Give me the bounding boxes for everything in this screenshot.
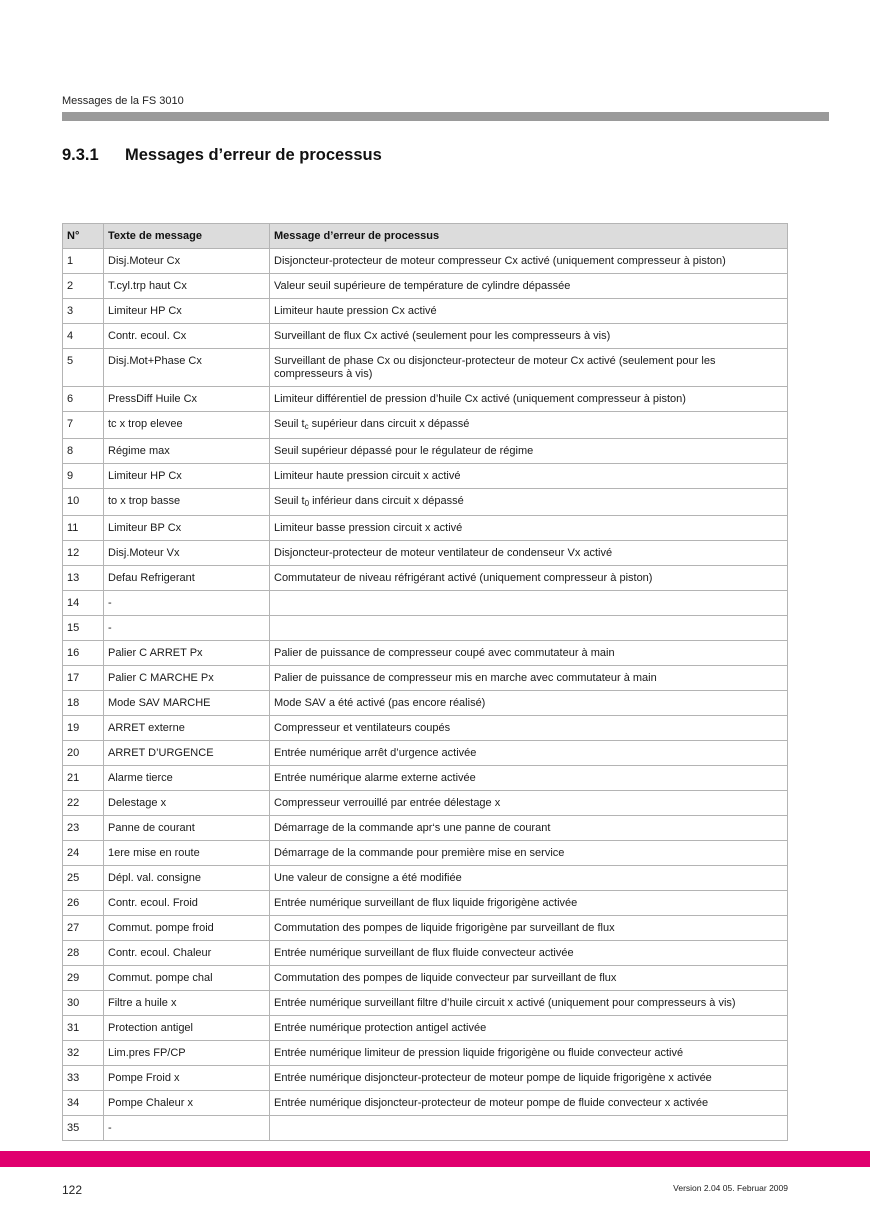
running-header: Messages de la FS 3010 [62, 95, 184, 107]
row-number: 33 [63, 1066, 104, 1091]
table-row [63, 387, 788, 412]
row-number: 1 [63, 249, 104, 274]
row-message-text: - [104, 1116, 270, 1141]
row-message-text: Limiteur HP Cx [104, 299, 270, 324]
description-prefix: Seuil t [274, 418, 305, 430]
row-number: 11 [63, 516, 104, 541]
row-number: 20 [63, 741, 104, 766]
row-number: 13 [63, 566, 104, 591]
row-message-text: Dépl. val. consigne [104, 866, 270, 891]
row-number: 3 [63, 299, 104, 324]
table-row [63, 464, 788, 489]
row-error-description [270, 591, 788, 616]
row-message-text: Pompe Chaleur x [104, 1091, 270, 1116]
row-message-text: - [104, 591, 270, 616]
table-row [63, 816, 788, 841]
description-suffix: supérieur dans circuit x dépassé [308, 418, 470, 430]
row-number: 8 [63, 439, 104, 464]
row-number: 18 [63, 691, 104, 716]
row-number: 5 [63, 349, 104, 387]
row-message-text: Disj.Moteur Cx [104, 249, 270, 274]
table-header-row [63, 224, 788, 249]
row-message-text: Contr. ecoul. Froid [104, 891, 270, 916]
row-error-description: Disjoncteur-protecteur de moteur compresseur Cx activé (uniquement compresseur à piston) [270, 249, 788, 274]
table-row [63, 841, 788, 866]
row-error-description [270, 1116, 788, 1141]
row-error-description: Commutation des pompes de liquide frigorigène par surveillant de flux [270, 916, 788, 941]
table-row [63, 566, 788, 591]
column-header-error-message: Message d’erreur de processus [270, 224, 788, 249]
table-row [63, 666, 788, 691]
table-row [63, 541, 788, 566]
row-number: 32 [63, 1041, 104, 1066]
table-row [63, 249, 788, 274]
row-error-description: Valeur seuil supérieure de température de cylindre dépassée [270, 274, 788, 299]
table-row [63, 1041, 788, 1066]
row-message-text: Contr. ecoul. Cx [104, 324, 270, 349]
row-error-description: Mode SAV a été activé (pas encore réalisé) [270, 691, 788, 716]
row-number: 19 [63, 716, 104, 741]
row-message-text: Lim.pres FP/CP [104, 1041, 270, 1066]
row-error-description: Entrée numérique protection antigel activée [270, 1016, 788, 1041]
row-error-description: Palier de puissance de compresseur coupé avec commutateur à main [270, 641, 788, 666]
row-message-text: Protection antigel [104, 1016, 270, 1041]
row-message-text: Limiteur HP Cx [104, 464, 270, 489]
table-row [63, 1066, 788, 1091]
row-message-text: Commut. pompe froid [104, 916, 270, 941]
table-row [63, 1016, 788, 1041]
row-error-description: Compresseur verrouillé par entrée délestage x [270, 791, 788, 816]
table-row [63, 1091, 788, 1116]
section-title: Messages d’erreur de processus [125, 146, 382, 164]
header-rule [62, 112, 829, 121]
row-error-description: Démarrage de la commande pour première mise en service [270, 841, 788, 866]
row-message-text: Limiteur BP Cx [104, 516, 270, 541]
row-error-description: Compresseur et ventilateurs coupés [270, 716, 788, 741]
table-row [63, 1116, 788, 1141]
row-error-description: Surveillant de flux Cx activé (seulement pour les compresseurs à vis) [270, 324, 788, 349]
table-row [63, 741, 788, 766]
table-row [63, 489, 788, 516]
row-message-text: Disj.Moteur Vx [104, 541, 270, 566]
row-error-description: Entrée numérique arrêt d’urgence activée [270, 741, 788, 766]
column-header-message-text: Texte de message [104, 224, 270, 249]
row-number: 14 [63, 591, 104, 616]
subscript: c [304, 422, 309, 431]
row-number: 34 [63, 1091, 104, 1116]
row-number: 7 [63, 412, 104, 439]
row-message-text: ARRET externe [104, 716, 270, 741]
error-messages-table [62, 223, 788, 1141]
row-error-description [270, 616, 788, 641]
table-row [63, 941, 788, 966]
row-error-description: Disjoncteur-protecteur de moteur ventilateur de condenseur Vx activé [270, 541, 788, 566]
footer-bar [0, 1151, 870, 1167]
row-number: 2 [63, 274, 104, 299]
row-error-description: Limiteur différentiel de pression d’huile Cx activé (uniquement compresseur à piston) [270, 387, 788, 412]
row-message-text: ARRET D’URGENCE [104, 741, 270, 766]
row-number: 12 [63, 541, 104, 566]
table-row [63, 866, 788, 891]
row-error-description: Entrée numérique surveillant de flux liquide frigorigène activée [270, 891, 788, 916]
row-number: 17 [63, 666, 104, 691]
section-number: 9.3.1 [62, 146, 99, 164]
row-error-description: Entrée numérique alarme externe activée [270, 766, 788, 791]
page-number: 122 [62, 1183, 83, 1197]
row-error-description: Entrée numérique surveillant de flux fluide convecteur activée [270, 941, 788, 966]
table-row [63, 791, 788, 816]
table-row [63, 991, 788, 1016]
table-row [63, 274, 788, 299]
row-number: 24 [63, 841, 104, 866]
row-message-text: Palier C ARRET Px [104, 641, 270, 666]
row-error-description: Palier de puissance de compresseur mis en marche avec commutateur à main [270, 666, 788, 691]
table-row [63, 891, 788, 916]
row-error-description: Entrée numérique surveillant filtre d’huile circuit x activé (uniquement pour compresseurs à vis) [270, 991, 788, 1016]
row-number: 4 [63, 324, 104, 349]
row-number: 23 [63, 816, 104, 841]
row-error-description: Commutation des pompes de liquide convecteur par surveillant de flux [270, 966, 788, 991]
row-number: 10 [63, 489, 104, 516]
column-header-number: N° [63, 224, 104, 249]
row-error-description: Limiteur basse pression circuit x activé [270, 516, 788, 541]
row-error-description: Démarrage de la commande apr‘s une panne de courant [270, 816, 788, 841]
row-number: 6 [63, 387, 104, 412]
table-row [63, 641, 788, 666]
row-number: 22 [63, 791, 104, 816]
subscript: 0 [304, 499, 310, 508]
row-number: 26 [63, 891, 104, 916]
row-message-text: - [104, 616, 270, 641]
row-number: 15 [63, 616, 104, 641]
row-message-text: Pompe Froid x [104, 1066, 270, 1091]
table-row [63, 439, 788, 464]
row-error-description: Limiteur haute pression Cx activé [270, 299, 788, 324]
row-message-text: Filtre a huile x [104, 991, 270, 1016]
table-row [63, 616, 788, 641]
row-message-text: Panne de courant [104, 816, 270, 841]
row-message-text: Contr. ecoul. Chaleur [104, 941, 270, 966]
row-number: 30 [63, 991, 104, 1016]
table-row [63, 516, 788, 541]
row-error-description: Une valeur de consigne a été modifiée [270, 866, 788, 891]
row-message-text: Mode SAV MARCHE [104, 691, 270, 716]
description-prefix: Seuil t [274, 495, 305, 507]
table-row [63, 324, 788, 349]
row-message-text: PressDiff Huile Cx [104, 387, 270, 412]
row-message-text: Commut. pompe chal [104, 966, 270, 991]
row-error-description: Entrée numérique disjoncteur-protecteur de moteur pompe de fluide convecteur x activée [270, 1091, 788, 1116]
table-row [63, 412, 788, 439]
row-number: 9 [63, 464, 104, 489]
row-number: 25 [63, 866, 104, 891]
table-row [63, 349, 788, 387]
row-message-text: Defau Refrigerant [104, 566, 270, 591]
row-number: 28 [63, 941, 104, 966]
table-row [63, 966, 788, 991]
row-number: 27 [63, 916, 104, 941]
table-row [63, 716, 788, 741]
description-suffix: inférieur dans circuit x dépassé [309, 495, 464, 507]
row-error-description: Limiteur haute pression circuit x activé [270, 464, 788, 489]
row-error-description [270, 489, 788, 516]
version-info: Version 2.04 05. Februar 2009 [673, 1183, 788, 1193]
row-message-text: to x trop basse [104, 489, 270, 516]
row-error-description: Entrée numérique limiteur de pression liquide frigorigène ou fluide convecteur activé [270, 1041, 788, 1066]
row-message-text: Palier C MARCHE Px [104, 666, 270, 691]
row-error-description: Seuil supérieur dépassé pour le régulateur de régime [270, 439, 788, 464]
row-message-text: Disj.Mot+Phase Cx [104, 349, 270, 387]
row-message-text: Régime max [104, 439, 270, 464]
row-message-text: T.cyl.trp haut Cx [104, 274, 270, 299]
row-number: 16 [63, 641, 104, 666]
row-number: 29 [63, 966, 104, 991]
row-number: 35 [63, 1116, 104, 1141]
table-row [63, 299, 788, 324]
section-heading [62, 146, 382, 165]
row-number: 31 [63, 1016, 104, 1041]
table-row [63, 916, 788, 941]
table-row [63, 691, 788, 716]
row-error-description: Surveillant de phase Cx ou disjoncteur-protecteur de moteur Cx activé (seulement pour les compresseurs à vis) [270, 349, 788, 387]
row-message-text: tc x trop elevee [104, 412, 270, 439]
row-error-description: Commutateur de niveau réfrigérant activé (uniquement compresseur à piston) [270, 566, 788, 591]
row-message-text: Delestage x [104, 791, 270, 816]
row-message-text: 1ere mise en route [104, 841, 270, 866]
row-error-description [270, 412, 788, 439]
row-message-text: Alarme tierce [104, 766, 270, 791]
row-error-description: Entrée numérique disjoncteur-protecteur de moteur pompe de liquide frigorigène x activée [270, 1066, 788, 1091]
table-row [63, 591, 788, 616]
table-row [63, 766, 788, 791]
row-number: 21 [63, 766, 104, 791]
